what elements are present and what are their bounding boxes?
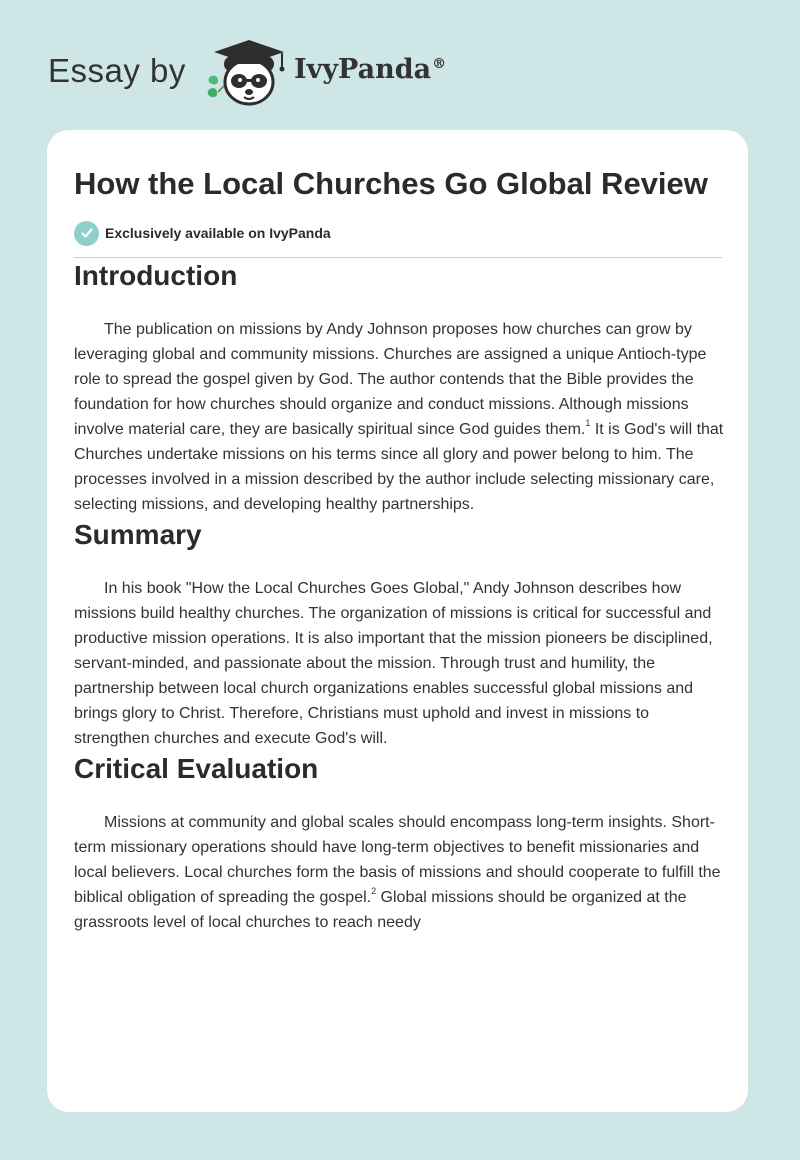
critical-text-part-1: Missions at community and global scales should encompass long-term insights. Short-term missionary operations should have long-term objectives to benefit missionaries and local believers. Local churches form the basis of missions and should cooperate to fulfill the biblical obligation of spreading the gospel. (74, 814, 721, 906)
registered-mark: ® (432, 56, 447, 72)
section-heading-introduction: Introduction (74, 260, 238, 291)
introduction-paragraph (74, 317, 724, 517)
summary-paragraph: In his book "How the Local Churches Goes Global," Andy Johnson describes how missions build healthy churches. The organization of missions is critical for successful and productive mission operations. It is also important that the mission pioneers be disciplined, servant-minded, and passionate about the mission. Through trust and humility, the partnership between local church organizations enables successful global missions and brings glory to Christ. Therefore, Christians must uphold and invest in missions to strengthen churches and execute God's will. (74, 580, 713, 747)
critical-text-part-2: Global missions should be organized at the grassroots level of local churches to reach needy (74, 889, 687, 931)
page-title: How the Local Churches Go Global Review (74, 166, 708, 201)
essay-content (74, 163, 724, 935)
section-heading-critical-evaluation: Critical Evaluation (74, 753, 319, 784)
section-heading-summary: Summary (74, 519, 202, 550)
footnote-ref-2[interactable]: 2 (371, 885, 377, 896)
site-brand[interactable] (48, 34, 468, 114)
critical-evaluation-paragraph (74, 810, 724, 935)
panda-graduate-logo-icon (202, 34, 294, 110)
check-circle-icon (74, 221, 99, 246)
footnote-ref-1[interactable]: 1 (585, 417, 591, 428)
introduction-text-part-1: The publication on missions by Andy Johnson proposes how churches can grow by leveraging global and community missions. Churches are assigned a unique Antioch-type role to spread the gospel given by God. The author contends that the Bible provides the foundation for how churches should organize and conduct missions. Although missions involve material care, they are basically spiritual since God guides them. (74, 321, 707, 438)
exclusive-badge (74, 220, 724, 246)
brand-name (294, 54, 446, 85)
brand-prefix: Essay by (48, 52, 186, 89)
brand-name-text: IvyPanda (294, 54, 432, 85)
essay-card (47, 130, 748, 1112)
introduction-text-part-2: It is God's will that Churches undertake missions on his terms since all glory and power belong to him. The processes involved in a mission described by the author include selecting missionary care, selecting missions, and developing healthy partnerships. (74, 421, 724, 513)
exclusive-label: Exclusively available on IvyPanda (105, 225, 331, 241)
